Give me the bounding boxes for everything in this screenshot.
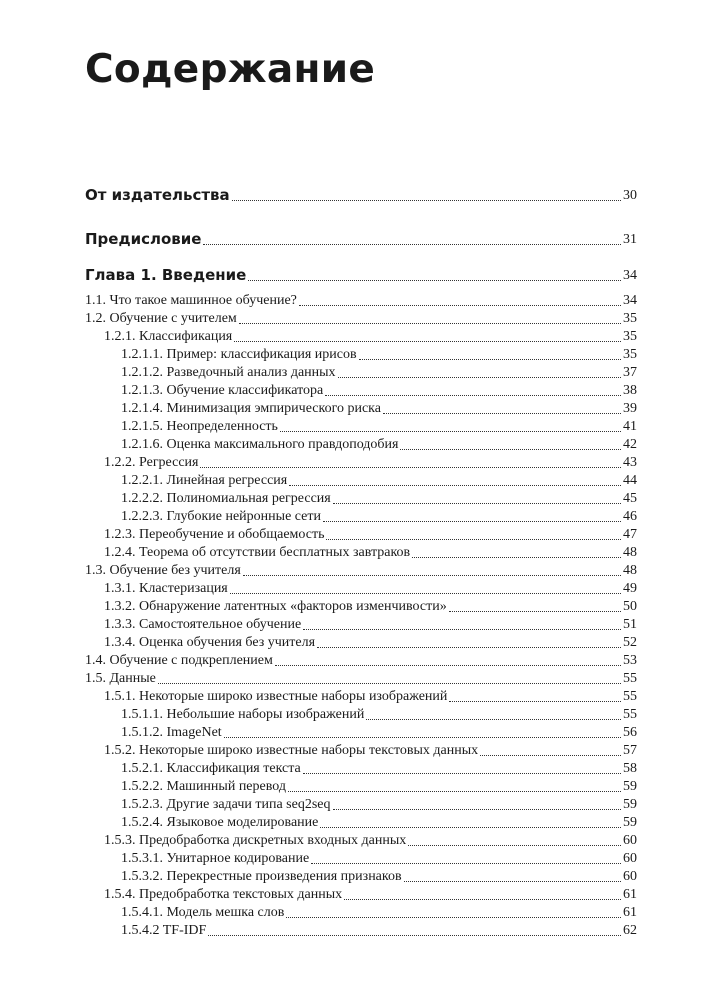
toc-dot-leader <box>280 431 621 432</box>
toc-page-number: 31 <box>623 231 637 247</box>
toc-dot-leader <box>239 323 621 324</box>
toc-entry[interactable] <box>0 559 637 579</box>
toc-entry-title: 1.2.2.2. Полиномиальная регрессия <box>121 490 331 506</box>
toc-entry[interactable] <box>0 721 637 741</box>
toc-page-number: 46 <box>623 508 637 524</box>
toc-heading[interactable] <box>0 264 637 284</box>
toc-entry[interactable] <box>0 595 637 615</box>
toc-entry-title: Предисловие <box>85 229 202 248</box>
toc-entry-title: 1.5.4.1. Модель мешка слов <box>121 904 285 920</box>
toc-page-number: 56 <box>623 724 637 740</box>
toc-entry[interactable] <box>0 361 637 381</box>
toc-entry-title: 1.5.1.2. ImageNet <box>121 724 222 740</box>
toc-entry-title: 1.5.2.1. Классификация текста <box>121 760 301 776</box>
toc-entry-title: 1.2.1.1. Пример: классификация ирисов <box>121 346 357 362</box>
toc-page-number: 51 <box>623 616 637 632</box>
toc-entry-title: 1.5.2.3. Другие задачи типа seq2seq <box>121 796 331 812</box>
toc-page-number: 59 <box>623 814 637 830</box>
toc-dot-leader <box>449 611 621 612</box>
toc-entry-title: 1.2.2.1. Линейная регрессия <box>121 472 288 488</box>
toc-page-number: 35 <box>623 328 637 344</box>
toc-entry[interactable] <box>0 523 637 543</box>
toc-page-number: 52 <box>623 634 637 650</box>
toc-entry-title: 1.3.4. Оценка обучения без учителя <box>104 634 316 650</box>
toc-page-number: 59 <box>623 778 637 794</box>
toc-page-number: 60 <box>623 868 637 884</box>
toc-dot-leader <box>248 280 621 281</box>
toc-page-number: 48 <box>623 562 637 578</box>
toc-entry[interactable] <box>0 289 637 309</box>
toc-entry[interactable] <box>0 343 637 363</box>
toc-entry[interactable] <box>0 829 637 849</box>
toc-dot-leader <box>359 359 621 360</box>
toc-entry[interactable] <box>0 811 637 831</box>
toc-dot-leader <box>449 701 621 702</box>
toc-dot-leader <box>234 341 621 342</box>
toc-page-number: 53 <box>623 652 637 668</box>
toc-page-number: 43 <box>623 454 637 470</box>
toc-page-number: 58 <box>623 760 637 776</box>
toc-dot-leader <box>158 683 621 684</box>
toc-heading[interactable] <box>0 228 637 248</box>
toc-dot-leader <box>383 413 621 414</box>
toc-entry-title: 1.4. Обучение с подкреплением <box>85 652 273 668</box>
toc-dot-leader <box>400 449 621 450</box>
toc-dot-leader <box>203 244 621 245</box>
toc-page-number: 55 <box>623 706 637 722</box>
toc-entry[interactable] <box>0 487 637 507</box>
toc-entry[interactable] <box>0 577 637 597</box>
toc-entry-title: 1.3.1. Кластеризация <box>104 580 228 596</box>
toc-dot-leader <box>366 719 621 720</box>
toc-page-number: 49 <box>623 580 637 596</box>
toc-entry-title: 1.5.2.2. Машинный перевод <box>121 778 286 794</box>
toc-entry-title: 1.5.3. Предобработка дискретных входных данных <box>104 832 407 848</box>
toc-dot-leader <box>243 575 621 576</box>
toc-entry-title: 1.5.4.2 TF-IDF <box>121 922 207 938</box>
toc-page-number: 34 <box>623 267 637 283</box>
toc-entry[interactable] <box>0 451 637 471</box>
toc-entry-title: 1.5.1.1. Небольшие наборы изображений <box>121 706 365 722</box>
toc-page-number: 48 <box>623 544 637 560</box>
toc-entry-title: 1.2.1.3. Обучение классификатора <box>121 382 324 398</box>
toc-entry-title: 1.2.1.5. Неопределенность <box>121 418 278 434</box>
toc-entry-title: 1.5.2.4. Языковое моделирование <box>121 814 319 830</box>
toc-entry[interactable] <box>0 775 637 795</box>
toc-entry[interactable] <box>0 325 637 345</box>
toc-page-number: 42 <box>623 436 637 452</box>
toc-entry-title: 1.2.2.3. Глубокие нейронные сети <box>121 508 321 524</box>
toc-entry[interactable] <box>0 901 637 921</box>
toc-entry-title: 1.5.1. Некоторые широко известные наборы изображений <box>104 688 448 704</box>
toc-entry[interactable] <box>0 505 637 525</box>
toc-page-number: 35 <box>623 346 637 362</box>
toc-entry[interactable] <box>0 919 637 939</box>
toc-dot-leader <box>338 377 621 378</box>
toc-page-number: 62 <box>623 922 637 938</box>
toc-page-number: 61 <box>623 904 637 920</box>
toc-entry-title: 1.2.1.2. Разведочный анализ данных <box>121 364 336 380</box>
toc-entry[interactable] <box>0 541 637 561</box>
toc-entry[interactable] <box>0 649 637 669</box>
toc-entry-title: 1.5.4. Предобработка текстовых данных <box>104 886 343 902</box>
toc-dot-leader <box>326 539 621 540</box>
toc-page-number: 60 <box>623 850 637 866</box>
toc-dot-leader <box>303 629 621 630</box>
toc-entry[interactable] <box>0 703 637 723</box>
page-title: Содержание <box>85 47 376 92</box>
toc-dot-leader <box>230 593 621 594</box>
toc-dot-leader <box>325 395 621 396</box>
toc-entry-title: От издательства <box>85 185 230 204</box>
toc-entry[interactable] <box>0 397 637 417</box>
toc-dot-leader <box>480 755 621 756</box>
toc-page-number: 35 <box>623 310 637 326</box>
toc-dot-leader <box>333 503 621 504</box>
toc-dot-leader <box>288 791 621 792</box>
toc-entry-title: 1.5.3.2. Перекрестные произведения признаков <box>121 868 402 884</box>
toc-page-number: 45 <box>623 490 637 506</box>
toc-entry-title: 1.3.2. Обнаружение латентных «факторов изменчивости» <box>104 598 447 614</box>
toc-dot-leader <box>323 521 621 522</box>
toc-entry[interactable] <box>0 793 637 813</box>
toc-page-number: 34 <box>623 292 637 308</box>
toc-entry-title: 1.2.1.6. Оценка максимального правдоподобия <box>121 436 399 452</box>
toc-entry[interactable] <box>0 739 637 759</box>
toc-page-number: 60 <box>623 832 637 848</box>
toc-entry-title: 1.5.2. Некоторые широко известные наборы текстовых данных <box>104 742 479 758</box>
toc-entry-title: 1.2.1. Классификация <box>104 328 233 344</box>
toc-dot-leader <box>404 881 621 882</box>
toc-entry[interactable] <box>0 415 637 435</box>
toc-entry-title: 1.2. Обучение с учителем <box>85 310 237 326</box>
toc-dot-leader <box>224 737 621 738</box>
toc-heading[interactable] <box>0 184 637 204</box>
toc-page-number: 47 <box>623 526 637 542</box>
toc-page-number: 50 <box>623 598 637 614</box>
toc-dot-leader <box>303 773 621 774</box>
toc-entry[interactable] <box>0 757 637 777</box>
toc-dot-leader <box>299 305 621 306</box>
toc-entry-title: 1.2.1.4. Минимизация эмпирического риска <box>121 400 381 416</box>
toc-dot-leader <box>208 935 621 936</box>
toc-entry-title: 1.2.4. Теорема об отсутствии бесплатных завтраков <box>104 544 411 560</box>
toc-page-number: 61 <box>623 886 637 902</box>
toc-page-number: 44 <box>623 472 637 488</box>
toc-entry-title: 1.3. Обучение без учителя <box>85 562 241 578</box>
toc-page-number: 57 <box>623 742 637 758</box>
toc-entry[interactable] <box>0 865 637 885</box>
toc-entry[interactable] <box>0 379 637 399</box>
toc-entry-title: 1.2.3. Переобучение и обобщаемость <box>104 526 325 542</box>
toc-entry-title: Глава 1. Введение <box>85 265 247 284</box>
toc-entry[interactable] <box>0 613 637 633</box>
toc-entry-title: 1.5. Данные <box>85 670 156 686</box>
toc-page-number: 38 <box>623 382 637 398</box>
toc-page-number: 55 <box>623 670 637 686</box>
toc-dot-leader <box>408 845 621 846</box>
toc-dot-leader <box>320 827 621 828</box>
toc-entry[interactable] <box>0 883 637 903</box>
toc-dot-leader <box>200 467 621 468</box>
toc-entry[interactable] <box>0 847 637 867</box>
toc-dot-leader <box>412 557 621 558</box>
toc-entry-title: 1.3.3. Самостоятельное обучение <box>104 616 302 632</box>
toc-page-number: 41 <box>623 418 637 434</box>
toc-entry-title: 1.1. Что такое машинное обучение? <box>85 292 297 308</box>
toc-dot-leader <box>275 665 621 666</box>
toc-dot-leader <box>286 917 621 918</box>
toc-entry[interactable] <box>0 631 637 651</box>
toc-entry[interactable] <box>0 667 637 687</box>
toc-entry[interactable] <box>0 685 637 705</box>
toc-dot-leader <box>344 899 621 900</box>
toc-page-number: 39 <box>623 400 637 416</box>
toc-dot-leader <box>232 200 621 201</box>
toc-entry[interactable] <box>0 433 637 453</box>
toc-dot-leader <box>311 863 621 864</box>
toc-entry[interactable] <box>0 469 637 489</box>
toc-entry-title: 1.2.2. Регрессия <box>104 454 199 470</box>
toc-dot-leader <box>333 809 621 810</box>
toc-page-number: 55 <box>623 688 637 704</box>
toc-entry-title: 1.5.3.1. Унитарное кодирование <box>121 850 310 866</box>
toc-dot-leader <box>317 647 621 648</box>
toc-dot-leader <box>289 485 621 486</box>
toc-page-number: 59 <box>623 796 637 812</box>
toc-page-number: 37 <box>623 364 637 380</box>
toc-page-number: 30 <box>623 187 637 203</box>
toc-entry[interactable] <box>0 307 637 327</box>
